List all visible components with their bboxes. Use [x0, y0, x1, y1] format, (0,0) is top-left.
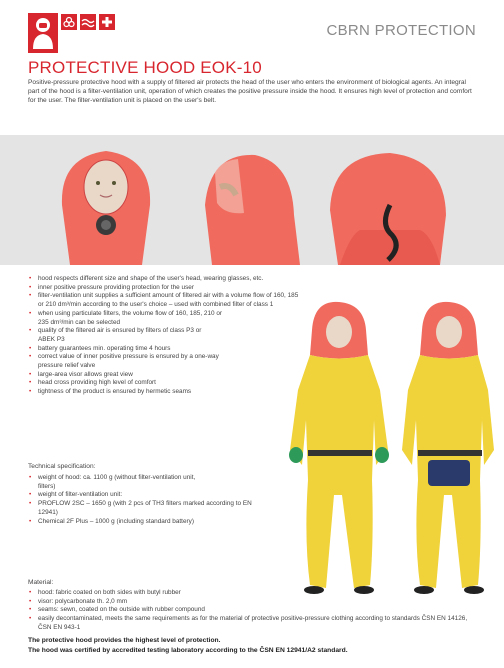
spec-list [28, 474, 298, 526]
spec-heading: Technical specification: [28, 463, 96, 470]
list-item: • inner positive pressure providing protection for the user [28, 284, 303, 293]
biohazard-icon [61, 14, 77, 30]
protection-icons [28, 13, 115, 53]
hood-front-photo [62, 151, 150, 265]
feature-list [28, 275, 303, 397]
list-item: • easily decontaminated, meets the same requirements as for the material of protective positive-pressure clothing according to standards ČSN EN 14126, ČSN EN 943-1 [28, 615, 478, 632]
first-aid-icon [99, 14, 115, 30]
suited-users-photo [284, 300, 494, 600]
category-label: CBRN PROTECTION [326, 22, 476, 39]
list-item: • PROFLOW 2SC – 1650 g (with 2 pcs of TH3 filters marked according to EN 12941) [28, 500, 263, 517]
list-item: • battery guarantees min. operating time 4 hours [28, 345, 303, 354]
footer-line-1: The protective hood provides the highest level of protection. [28, 637, 221, 644]
footer-note [28, 636, 498, 656]
list-item: • quality of the filtered air is ensured by filters of class P3 or ABEK P3 [28, 327, 218, 344]
user-front-photo [289, 302, 389, 594]
list-item: • Chemical 2F Plus – 1000 g (including standard battery) [28, 518, 298, 527]
list-item: • head cross providing high level of comfort [28, 379, 303, 388]
page-title: PROTECTIVE HOOD EOK-10 [28, 58, 262, 77]
material-list [28, 589, 478, 633]
list-item: • hood respects different size and shape of the user's head, wearing glasses, etc. [28, 275, 303, 284]
list-item: • hood: fabric coated on both sides with butyl rubber [28, 589, 478, 598]
list-item: • large-area visor allows great view [28, 371, 303, 380]
list-item: • seams: sewn, coated on the outside with rubber compound [28, 606, 478, 615]
gas-icon [80, 14, 96, 30]
intro-text: Positive-pressure protective hood with a supply of filtered air protects the head of the user who enters the environment of biological agents. An integral part of the hood is a filter-ventilation unit, operation of which creates the positive pressure inside the hood. It ensures high level of protection and comfort for the user. The filter-ventilation unit is placed on the user's belt. [28, 79, 472, 105]
hood-back-photo [330, 153, 446, 265]
material-heading: Material: [28, 579, 54, 586]
user-back-photo [402, 302, 494, 594]
list-item: • tightness of the product is ensured by hermetic seams [28, 388, 303, 397]
list-item: • correct value of inner positive pressure is ensured by a one-way pressure relief valve [28, 353, 238, 370]
hood-side-photo [205, 155, 300, 265]
list-item: • weight of hood: ca. 1100 g (without filter-ventilation unit, filters) [28, 474, 208, 491]
footer-line-2: The hood was certified by accredited testing laboratory according to the ČSN EN 12941/A2 standard. [28, 647, 348, 655]
list-item: • when using particulate filters, the volume flow of 160, 185, 210 or 235 dm³/min can be selected [28, 310, 228, 327]
list-item: • weight of filter-ventilation unit: [28, 491, 298, 500]
product-photo-band [0, 135, 504, 265]
list-item: • filter-ventilation unit supplies a sufficient amount of filtered air with a volume flow of 160, 185 or 210 dm³/min according to the user's choice – used with combined filter of class 1 [28, 292, 303, 309]
list-item: • visor: polycarbonate th. 2,0 mm [28, 598, 478, 607]
hood-person-icon [28, 13, 58, 53]
